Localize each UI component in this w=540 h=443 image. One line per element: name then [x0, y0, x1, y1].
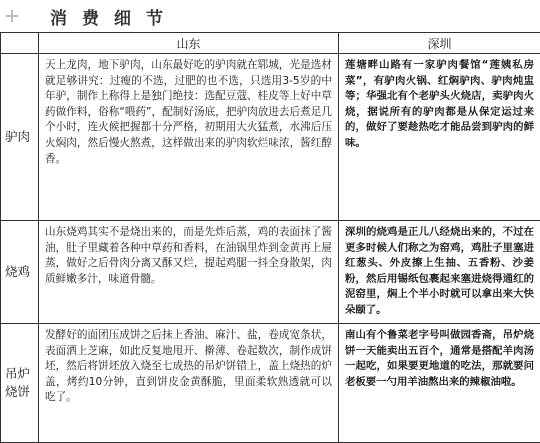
header-shandong: 山东 — [39, 33, 339, 54]
cell-shandong-chicken: 山东烧鸡其实不是烧出来的，而是先炸后蒸，鸡的表面抹了酱油，肚子里藏着各种中草药和香料，在油锅里炸到金黄再上屉蒸，做好之后骨肉分离又酥又烂，提起鸡腿一抖全身散架，肉质鲜嫩多汁，味道骨髓。 — [39, 221, 339, 324]
table-row — [1, 221, 540, 324]
table-row — [1, 324, 540, 443]
row-label-biscuit: 吊炉 烧饼 — [1, 324, 39, 443]
cell-shandong-biscuit: 发酵好的面团压成饼之后抹上香油、麻汁、盐，卷成宽条状，表面洒上芝麻，如此反复地甩开、擀薄、卷起数次，制作成饼坯，然后将饼坯放入烧至七成热的吊炉饼错上，盖上烧热的炉盖，烤约10分钟，直到饼皮金黄酥脆，里面柔软熟透就可以吃了。 — [39, 324, 339, 443]
section-title-text: 消费细节 — [50, 4, 178, 29]
cell-shenzhen-biscuit: 南山有个鲁菜老字号叫做园香斋，吊炉烧饼一天能卖出五百个，通常是搭配羊肉汤一起吃，如果要更地道的吃法，那就要问老板要一勺用羊油熬出来的辣椒油啦。 — [339, 324, 540, 443]
plus-decoration-icon — [6, 10, 18, 22]
row-label-donkey: 驴肉 — [1, 54, 39, 221]
cell-shenzhen-chicken: 深圳的烧鸡是正儿八经烧出来的，不过在更多时候人们称之为窑鸡，鸡肚子里塞进红葱头、外皮擦上生抽、五香粉、沙姜粉，然后用锡纸包裹起来塞进烧得通红的泥窑里，焖上个半小时就可以拿出来大快朵颐了。 — [339, 221, 540, 324]
row-label-chicken: 烧鸡 — [1, 221, 39, 324]
comparison-table — [0, 32, 540, 443]
table-header-row — [1, 33, 540, 54]
header-shenzhen: 深圳 — [339, 33, 540, 54]
cell-shenzhen-donkey: 莲塘畔山路有一家驴肉餐馆“莲姨私房菜”，有驴肉火锅、红焖驴肉、驴肉炖盅等；华强北有个老驴头火烧店，卖驴肉火烧，据说所有的驴肉都是从保定运过来的，做好了要趁热吃才能品尝到驴肉的鲜味。 — [339, 54, 540, 221]
cell-shandong-donkey: 天上龙肉，地下驴肉，山东最好吃的驴肉就在郓城，光是选材就足够讲究：过瘦的不选，过肥的也不选，只选用3-5岁的中年驴，制作上称得上是独门绝技：选配豆蔻、桂皮等上好中草药做作料，俗称“喂药”，配制好汤底，把驴肉放进去后煮足几个小时，连火候把握都十分严格，初期用大火猛煮，水沸后压火焖肉，然后慢火熬煮，这样做出来的驴肉软烂味浓，酱红醇香。 — [39, 54, 339, 221]
header-empty — [1, 33, 39, 54]
table-row — [1, 54, 540, 221]
section-title — [6, 3, 178, 29]
